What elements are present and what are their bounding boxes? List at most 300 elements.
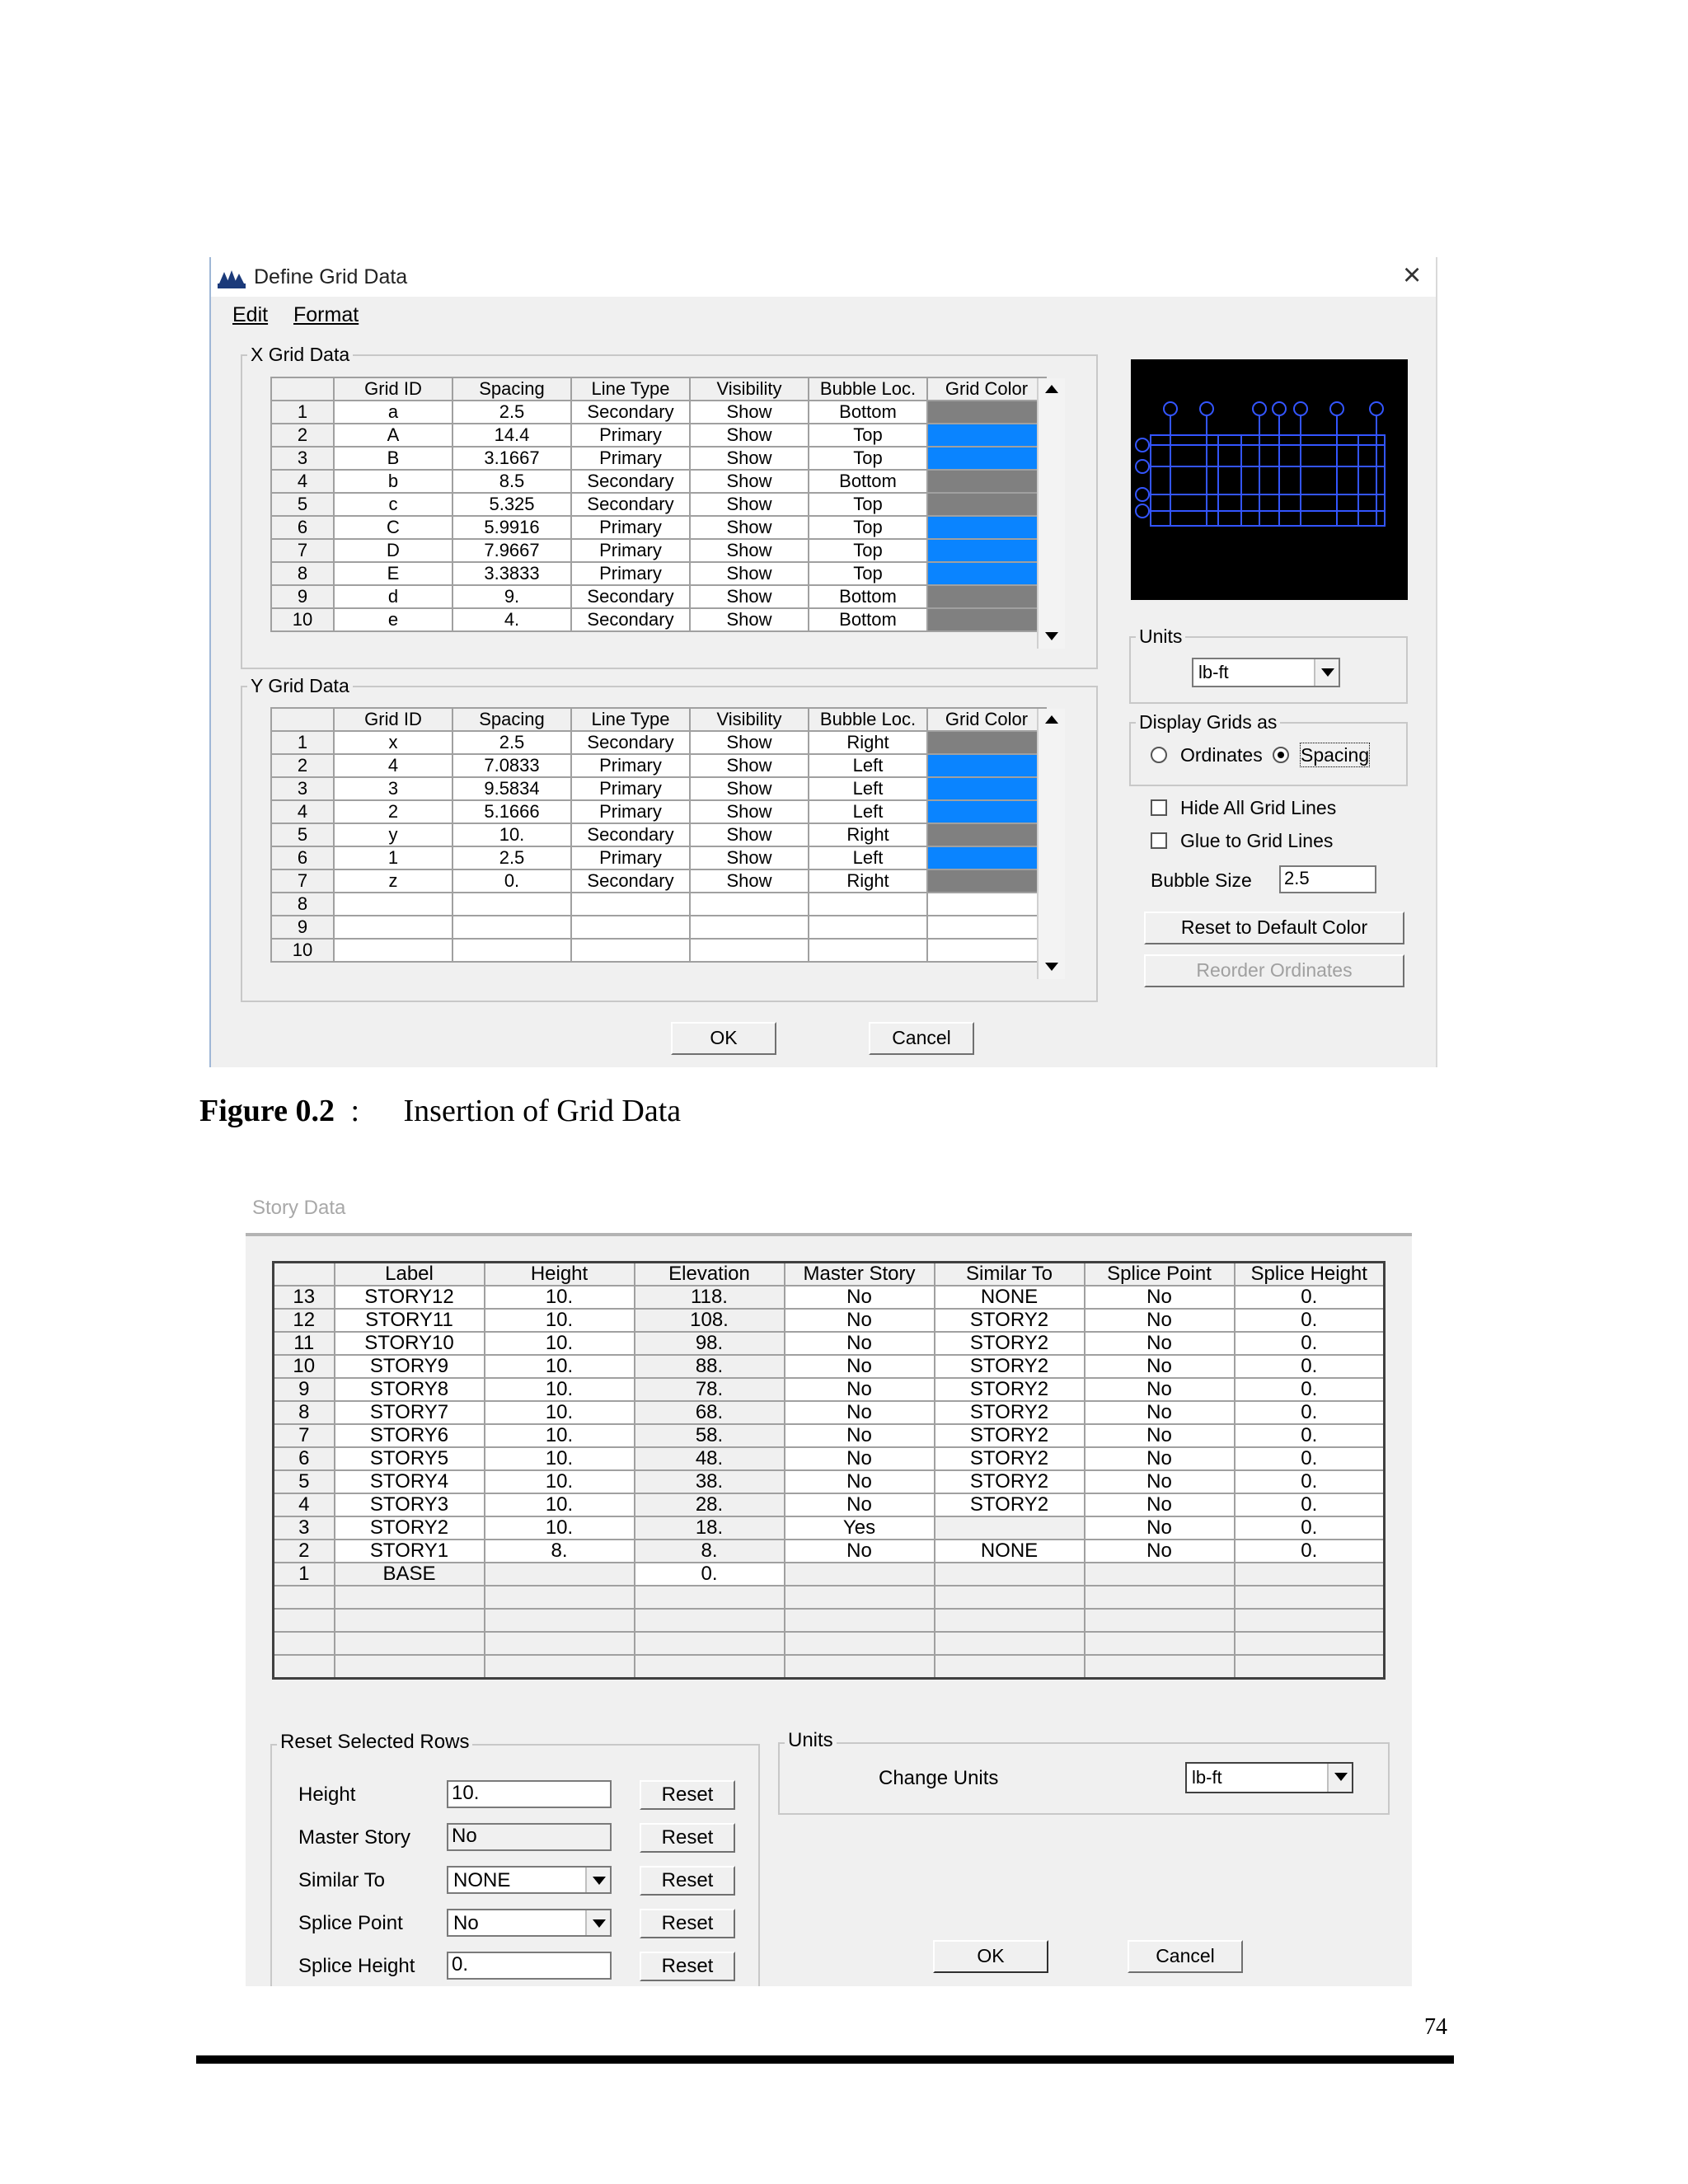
story-cell-similar[interactable] (935, 1516, 1085, 1540)
story-cell-elev[interactable]: 68. (635, 1401, 785, 1424)
grid-cell-type[interactable] (571, 939, 690, 962)
column-header[interactable]: Splice Point (1085, 1263, 1235, 1286)
story-cell-height[interactable]: 10. (485, 1493, 635, 1516)
table-row[interactable] (274, 1563, 1385, 1586)
column-header[interactable]: Grid Color (927, 377, 1046, 401)
story-cell-height[interactable]: 10. (485, 1424, 635, 1447)
story-cell-master[interactable]: No (785, 1286, 935, 1309)
empty-cell[interactable] (274, 1609, 335, 1632)
grid-cell-loc[interactable]: Top (809, 562, 927, 585)
menu-format[interactable] (293, 302, 359, 328)
reset-button[interactable]: Reset (640, 1909, 735, 1938)
reset-field-select[interactable] (447, 1866, 612, 1894)
table-row[interactable] (271, 800, 1046, 823)
story-cell-splice[interactable]: No (1085, 1424, 1235, 1447)
grid-cell-type[interactable]: Secondary (571, 869, 690, 893)
empty-row[interactable] (274, 1655, 1385, 1679)
empty-cell[interactable] (635, 1586, 785, 1609)
story-cell-master[interactable]: No (785, 1309, 935, 1332)
story-cell-label[interactable]: STORY6 (335, 1424, 485, 1447)
table-row[interactable] (271, 846, 1046, 869)
story-cell-splice_h[interactable]: 0. (1235, 1493, 1385, 1516)
story-cell-elev[interactable]: 38. (635, 1470, 785, 1493)
story-table[interactable] (272, 1261, 1386, 1680)
empty-cell[interactable] (1085, 1632, 1235, 1655)
story-cell-splice_h[interactable]: 0. (1235, 1516, 1385, 1540)
grid-cell-spacing[interactable]: 2.5 (452, 846, 571, 869)
grid-color-cell[interactable] (927, 539, 1046, 562)
grid-cell-loc[interactable] (809, 916, 927, 939)
grid-color-cell[interactable] (927, 823, 1046, 846)
grid-cell-vis[interactable]: Show (690, 493, 809, 516)
grid-cell-type[interactable]: Secondary (571, 585, 690, 608)
story-cell-elev[interactable]: 18. (635, 1516, 785, 1540)
column-header[interactable]: Spacing (452, 377, 571, 401)
x-grid-table[interactable] (270, 377, 1047, 632)
grid-cell-loc[interactable]: Top (809, 424, 927, 447)
story-cell-splice[interactable]: No (1085, 1493, 1235, 1516)
hide-grid-lines-checkbox[interactable] (1151, 799, 1167, 816)
table-row[interactable] (274, 1286, 1385, 1309)
grid-color-cell[interactable] (927, 916, 1046, 939)
empty-cell[interactable] (935, 1632, 1085, 1655)
empty-cell[interactable] (785, 1655, 935, 1679)
spacing-radio[interactable] (1273, 747, 1289, 763)
story-cell-master[interactable]: No (785, 1332, 935, 1355)
table-row[interactable] (274, 1493, 1385, 1516)
story-cell-master[interactable] (785, 1563, 935, 1586)
grid-cell-loc[interactable]: Bottom (809, 401, 927, 424)
grid-cell-spacing[interactable]: 2.5 (452, 731, 571, 754)
column-header[interactable]: Bubble Loc. (809, 708, 927, 731)
story-cell-master[interactable]: No (785, 1470, 935, 1493)
story-cell-splice_h[interactable]: 0. (1235, 1378, 1385, 1401)
grid-color-cell[interactable] (927, 562, 1046, 585)
grid-cell-vis[interactable] (690, 916, 809, 939)
story-cell-master[interactable]: No (785, 1355, 935, 1378)
grid-cell-id[interactable]: a (334, 401, 452, 424)
story-cell-height[interactable]: 10. (485, 1309, 635, 1332)
reset-button[interactable]: Reset (640, 1866, 735, 1896)
story-cell-similar[interactable]: STORY2 (935, 1309, 1085, 1332)
table-row[interactable] (271, 916, 1046, 939)
reset-field-input[interactable]: 10. (447, 1780, 612, 1808)
scroll-down-icon[interactable] (1045, 632, 1058, 640)
grid-cell-id[interactable]: c (334, 493, 452, 516)
story-cell-height[interactable] (485, 1563, 635, 1586)
grid-cell-spacing[interactable]: 9. (452, 585, 571, 608)
grid-cell-type[interactable]: Secondary (571, 493, 690, 516)
grid-cell-id[interactable]: D (334, 539, 452, 562)
story-cell-elev[interactable]: 78. (635, 1378, 785, 1401)
grid-cell-type[interactable]: Primary (571, 777, 690, 800)
grid-cell-spacing[interactable] (452, 939, 571, 962)
grid-color-cell[interactable] (927, 516, 1046, 539)
column-header[interactable]: Elevation (635, 1263, 785, 1286)
story-cell-splice_h[interactable]: 0. (1235, 1286, 1385, 1309)
grid-cell-vis[interactable] (690, 939, 809, 962)
grid-cell-type[interactable] (571, 916, 690, 939)
grid-cell-id[interactable]: y (334, 823, 452, 846)
story-cell-elev[interactable]: 118. (635, 1286, 785, 1309)
grid-cell-id[interactable] (334, 939, 452, 962)
reset-button[interactable]: Reset (640, 1952, 735, 1981)
table-row[interactable] (274, 1516, 1385, 1540)
story-cell-label[interactable]: STORY2 (335, 1516, 485, 1540)
story-cell-elev[interactable]: 108. (635, 1309, 785, 1332)
story-cell-splice[interactable]: No (1085, 1447, 1235, 1470)
grid-cell-spacing[interactable]: 5.1666 (452, 800, 571, 823)
grid-color-cell[interactable] (927, 777, 1046, 800)
grid-cell-vis[interactable]: Show (690, 447, 809, 470)
grid-cell-id[interactable]: 2 (334, 800, 452, 823)
grid-cell-id[interactable]: E (334, 562, 452, 585)
reset-field-input[interactable]: 0. (447, 1952, 612, 1980)
story-cell-height[interactable]: 10. (485, 1516, 635, 1540)
y-grid-scrollbar[interactable] (1037, 709, 1065, 979)
empty-cell[interactable] (935, 1655, 1085, 1679)
story-cell-master[interactable]: No (785, 1424, 935, 1447)
grid-color-cell[interactable] (927, 731, 1046, 754)
grid-cell-id[interactable]: 3 (334, 777, 452, 800)
story-cell-elev[interactable]: 28. (635, 1493, 785, 1516)
grid-cell-loc[interactable]: Right (809, 823, 927, 846)
grid-cell-vis[interactable]: Show (690, 516, 809, 539)
grid-cell-vis[interactable]: Show (690, 777, 809, 800)
grid-cell-id[interactable]: C (334, 516, 452, 539)
empty-row[interactable] (274, 1632, 1385, 1655)
story-cell-elev[interactable]: 88. (635, 1355, 785, 1378)
story-cell-master[interactable]: No (785, 1378, 935, 1401)
story-cell-label[interactable]: STORY5 (335, 1447, 485, 1470)
grid-cell-loc[interactable]: Top (809, 493, 927, 516)
table-row[interactable] (271, 777, 1046, 800)
empty-row[interactable] (274, 1586, 1385, 1609)
story-cell-similar[interactable]: STORY2 (935, 1401, 1085, 1424)
dropdown-button[interactable] (1314, 659, 1339, 686)
story-cell-label[interactable]: STORY7 (335, 1401, 485, 1424)
table-row[interactable] (271, 516, 1046, 539)
story-cell-label[interactable]: STORY1 (335, 1540, 485, 1563)
scroll-up-icon[interactable] (1045, 715, 1058, 724)
grid-cell-type[interactable]: Secondary (571, 731, 690, 754)
story-cell-master[interactable]: No (785, 1493, 935, 1516)
story-ok-button[interactable]: OK (933, 1940, 1048, 1973)
dropdown-button[interactable] (585, 1910, 610, 1935)
grid-cell-vis[interactable]: Show (690, 800, 809, 823)
grid-cell-type[interactable]: Primary (571, 754, 690, 777)
grid-cell-spacing[interactable]: 10. (452, 823, 571, 846)
grid-cell-id[interactable]: B (334, 447, 452, 470)
empty-cell[interactable] (335, 1586, 485, 1609)
grid-color-cell[interactable] (927, 608, 1046, 631)
story-cell-height[interactable]: 10. (485, 1470, 635, 1493)
table-row[interactable] (271, 493, 1046, 516)
story-cell-height[interactable]: 8. (485, 1540, 635, 1563)
story-cell-splice[interactable]: No (1085, 1540, 1235, 1563)
ordinates-radio[interactable] (1151, 747, 1167, 763)
empty-cell[interactable] (1085, 1609, 1235, 1632)
empty-cell[interactable] (785, 1632, 935, 1655)
grid-cell-type[interactable]: Primary (571, 424, 690, 447)
grid-cell-spacing[interactable]: 9.5834 (452, 777, 571, 800)
table-row[interactable] (274, 1332, 1385, 1355)
table-row[interactable] (271, 869, 1046, 893)
grid-color-cell[interactable] (927, 846, 1046, 869)
grid-cell-loc[interactable]: Left (809, 754, 927, 777)
grid-cell-spacing[interactable]: 5.9916 (452, 516, 571, 539)
close-icon[interactable]: × (1403, 258, 1422, 293)
table-row[interactable] (274, 1309, 1385, 1332)
grid-cell-spacing[interactable]: 3.1667 (452, 447, 571, 470)
table-row[interactable] (271, 562, 1046, 585)
column-header[interactable]: Grid ID (334, 708, 452, 731)
x-grid-scrollbar[interactable] (1037, 378, 1065, 649)
story-cell-splice_h[interactable]: 0. (1235, 1447, 1385, 1470)
reset-button[interactable]: Reset (640, 1780, 735, 1810)
story-cell-splice[interactable]: No (1085, 1470, 1235, 1493)
grid-cell-type[interactable]: Primary (571, 800, 690, 823)
grid-cell-spacing[interactable] (452, 893, 571, 916)
grid-cell-vis[interactable]: Show (690, 539, 809, 562)
scroll-up-icon[interactable] (1045, 385, 1058, 393)
reset-field-select[interactable] (447, 1909, 612, 1937)
story-cell-splice_h[interactable]: 0. (1235, 1309, 1385, 1332)
y-grid-table[interactable] (270, 707, 1047, 963)
story-cell-label[interactable]: STORY10 (335, 1332, 485, 1355)
story-cell-similar[interactable]: NONE (935, 1286, 1085, 1309)
story-cell-master[interactable]: Yes (785, 1516, 935, 1540)
grid-cell-vis[interactable]: Show (690, 823, 809, 846)
table-row[interactable] (271, 731, 1046, 754)
empty-cell[interactable] (935, 1609, 1085, 1632)
story-cell-splice_h[interactable]: 0. (1235, 1424, 1385, 1447)
grid-cell-type[interactable] (571, 893, 690, 916)
empty-cell[interactable] (635, 1655, 785, 1679)
grid-cell-id[interactable]: x (334, 731, 452, 754)
table-row[interactable] (271, 608, 1046, 631)
grid-cell-spacing[interactable]: 14.4 (452, 424, 571, 447)
story-cell-height[interactable]: 10. (485, 1447, 635, 1470)
story-cell-similar[interactable]: NONE (935, 1540, 1085, 1563)
table-row[interactable] (271, 539, 1046, 562)
reorder-ordinates-button[interactable]: Reorder Ordinates (1144, 954, 1404, 987)
story-cell-splice[interactable] (1085, 1563, 1235, 1586)
grid-color-cell[interactable] (927, 585, 1046, 608)
story-cell-label[interactable]: STORY12 (335, 1286, 485, 1309)
grid-color-cell[interactable] (927, 424, 1046, 447)
empty-cell[interactable] (335, 1609, 485, 1632)
column-header[interactable]: Master Story (785, 1263, 935, 1286)
story-cell-similar[interactable] (935, 1563, 1085, 1586)
story-cell-splice[interactable]: No (1085, 1516, 1235, 1540)
grid-cell-type[interactable]: Primary (571, 846, 690, 869)
story-cell-master[interactable]: No (785, 1401, 935, 1424)
grid-cell-vis[interactable] (690, 893, 809, 916)
grid-cell-spacing[interactable]: 5.325 (452, 493, 571, 516)
story-cell-similar[interactable]: STORY2 (935, 1378, 1085, 1401)
grid-cell-type[interactable]: Primary (571, 562, 690, 585)
grid-cell-vis[interactable]: Show (690, 562, 809, 585)
reset-default-color-button[interactable]: Reset to Default Color (1144, 912, 1404, 944)
empty-cell[interactable] (335, 1632, 485, 1655)
table-row[interactable] (271, 939, 1046, 962)
reset-field-input[interactable]: No (447, 1823, 612, 1851)
grid-cell-loc[interactable]: Left (809, 846, 927, 869)
story-cell-similar[interactable]: STORY2 (935, 1470, 1085, 1493)
glue-grid-lines-checkbox[interactable] (1151, 832, 1167, 849)
empty-cell[interactable] (635, 1632, 785, 1655)
story-cell-splice[interactable]: No (1085, 1309, 1235, 1332)
story-cell-splice_h[interactable]: 0. (1235, 1355, 1385, 1378)
grid-cell-spacing[interactable] (452, 916, 571, 939)
grid-cell-type[interactable]: Primary (571, 447, 690, 470)
empty-cell[interactable] (485, 1655, 635, 1679)
grid-cell-loc[interactable]: Bottom (809, 608, 927, 631)
table-row[interactable] (271, 470, 1046, 493)
grid-cell-loc[interactable] (809, 939, 927, 962)
column-header[interactable]: Splice Height (1235, 1263, 1385, 1286)
table-row[interactable] (274, 1355, 1385, 1378)
story-cell-elev[interactable]: 8. (635, 1540, 785, 1563)
story-cell-height[interactable]: 10. (485, 1286, 635, 1309)
grid-cell-id[interactable]: 1 (334, 846, 452, 869)
grid-cell-loc[interactable]: Left (809, 777, 927, 800)
grid-cell-loc[interactable]: Bottom (809, 585, 927, 608)
grid-cell-type[interactable]: Secondary (571, 401, 690, 424)
column-header[interactable]: Line Type (571, 377, 690, 401)
grid-cell-loc[interactable]: Top (809, 447, 927, 470)
story-cell-label[interactable]: STORY11 (335, 1309, 485, 1332)
empty-cell[interactable] (274, 1586, 335, 1609)
table-row[interactable] (274, 1540, 1385, 1563)
grid-cell-vis[interactable]: Show (690, 846, 809, 869)
column-header[interactable]: Height (485, 1263, 635, 1286)
grid-color-cell[interactable] (927, 493, 1046, 516)
grid-cell-id[interactable]: 4 (334, 754, 452, 777)
units-select[interactable] (1192, 658, 1340, 687)
cancel-button[interactable]: Cancel (869, 1022, 974, 1055)
empty-cell[interactable] (1235, 1655, 1385, 1679)
grid-cell-spacing[interactable]: 7.0833 (452, 754, 571, 777)
grid-cell-loc[interactable]: Left (809, 800, 927, 823)
grid-color-cell[interactable] (927, 447, 1046, 470)
grid-cell-id[interactable] (334, 916, 452, 939)
story-cell-similar[interactable]: STORY2 (935, 1355, 1085, 1378)
story-cell-elev[interactable]: 98. (635, 1332, 785, 1355)
grid-cell-vis[interactable]: Show (690, 424, 809, 447)
empty-cell[interactable] (1235, 1586, 1385, 1609)
ok-button[interactable]: OK (671, 1022, 776, 1055)
column-header[interactable]: Grid Color (927, 708, 1046, 731)
grid-cell-loc[interactable]: Right (809, 731, 927, 754)
table-row[interactable] (271, 401, 1046, 424)
grid-color-cell[interactable] (927, 869, 1046, 893)
empty-cell[interactable] (274, 1632, 335, 1655)
story-cell-splice[interactable]: No (1085, 1401, 1235, 1424)
dropdown-button[interactable] (585, 1868, 610, 1892)
grid-cell-type[interactable]: Secondary (571, 823, 690, 846)
story-cell-elev[interactable]: 0. (635, 1563, 785, 1586)
grid-cell-id[interactable]: A (334, 424, 452, 447)
empty-cell[interactable] (274, 1655, 335, 1679)
table-row[interactable] (274, 1378, 1385, 1401)
table-row[interactable] (271, 424, 1046, 447)
column-header[interactable]: Spacing (452, 708, 571, 731)
table-row[interactable] (274, 1447, 1385, 1470)
column-header[interactable]: Line Type (571, 708, 690, 731)
table-row[interactable] (274, 1470, 1385, 1493)
empty-cell[interactable] (485, 1586, 635, 1609)
grid-color-cell[interactable] (927, 754, 1046, 777)
table-row[interactable] (271, 447, 1046, 470)
grid-cell-vis[interactable]: Show (690, 585, 809, 608)
column-header[interactable]: Grid ID (334, 377, 452, 401)
grid-cell-vis[interactable]: Show (690, 754, 809, 777)
table-row[interactable] (271, 585, 1046, 608)
story-cell-height[interactable]: 10. (485, 1355, 635, 1378)
story-cell-splice_h[interactable]: 0. (1235, 1401, 1385, 1424)
grid-cell-spacing[interactable]: 8.5 (452, 470, 571, 493)
story-cell-similar[interactable]: STORY2 (935, 1493, 1085, 1516)
grid-cell-vis[interactable]: Show (690, 401, 809, 424)
grid-cell-spacing[interactable]: 3.3833 (452, 562, 571, 585)
column-header[interactable]: Bubble Loc. (809, 377, 927, 401)
story-cell-splice[interactable]: No (1085, 1378, 1235, 1401)
grid-cell-type[interactable]: Secondary (571, 470, 690, 493)
story-cell-elev[interactable]: 48. (635, 1447, 785, 1470)
grid-cell-spacing[interactable]: 0. (452, 869, 571, 893)
story-cell-splice[interactable]: No (1085, 1286, 1235, 1309)
scroll-down-icon[interactable] (1045, 963, 1058, 971)
grid-color-cell[interactable] (927, 939, 1046, 962)
story-cell-splice_h[interactable] (1235, 1563, 1385, 1586)
grid-cell-loc[interactable]: Top (809, 516, 927, 539)
empty-cell[interactable] (485, 1609, 635, 1632)
story-cell-height[interactable]: 10. (485, 1378, 635, 1401)
grid-color-cell[interactable] (927, 800, 1046, 823)
empty-cell[interactable] (785, 1609, 935, 1632)
empty-row[interactable] (274, 1609, 1385, 1632)
table-row[interactable] (271, 893, 1046, 916)
bubble-size-input[interactable]: 2.5 (1279, 865, 1376, 893)
grid-cell-vis[interactable]: Show (690, 470, 809, 493)
column-header[interactable]: Visibility (690, 377, 809, 401)
grid-cell-id[interactable]: z (334, 869, 452, 893)
story-cell-label[interactable]: BASE (335, 1563, 485, 1586)
empty-cell[interactable] (635, 1609, 785, 1632)
grid-color-cell[interactable] (927, 893, 1046, 916)
story-cancel-button[interactable]: Cancel (1128, 1940, 1243, 1973)
grid-cell-spacing[interactable]: 2.5 (452, 401, 571, 424)
grid-cell-type[interactable]: Secondary (571, 608, 690, 631)
grid-cell-spacing[interactable]: 4. (452, 608, 571, 631)
grid-cell-type[interactable]: Primary (571, 539, 690, 562)
grid-cell-id[interactable]: d (334, 585, 452, 608)
grid-cell-loc[interactable]: Top (809, 539, 927, 562)
grid-cell-vis[interactable]: Show (690, 869, 809, 893)
story-cell-splice[interactable]: No (1085, 1355, 1235, 1378)
grid-cell-vis[interactable]: Show (690, 608, 809, 631)
story-cell-label[interactable]: STORY4 (335, 1470, 485, 1493)
grid-color-cell[interactable] (927, 470, 1046, 493)
grid-cell-loc[interactable]: Right (809, 869, 927, 893)
story-cell-height[interactable]: 10. (485, 1401, 635, 1424)
story-cell-label[interactable]: STORY8 (335, 1378, 485, 1401)
story-cell-similar[interactable]: STORY2 (935, 1332, 1085, 1355)
empty-cell[interactable] (1085, 1655, 1235, 1679)
empty-cell[interactable] (1235, 1632, 1385, 1655)
